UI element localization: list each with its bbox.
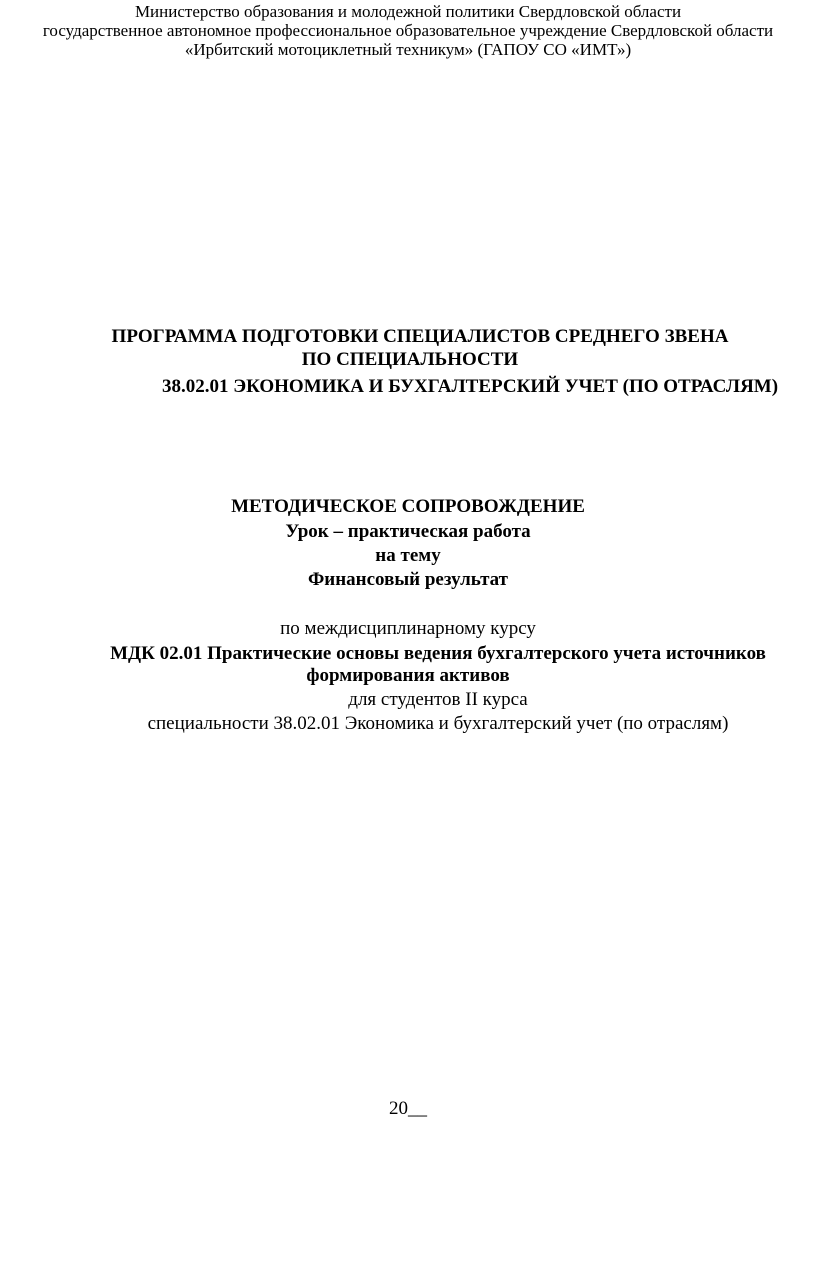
on-topic-label: на тему (375, 545, 441, 566)
year-field: 20__ (389, 1098, 427, 1119)
header-institution-type: государственное автономное профессиональное образовательное учреждение Свердловской области (42, 21, 774, 40)
specialty-line: специальности 38.02.01 Экономика и бухгалтерский учет (по отраслям) (147, 713, 729, 734)
course-intro: по междисциплинарному курсу (280, 618, 536, 639)
header-institution-name: «Ирбитский мотоциклетный техникум» (ГАПОУ СО «ИМТ») (184, 40, 632, 59)
program-title: ПРОГРАММА ПОДГОТОВКИ СПЕЦИАЛИСТОВ СРЕДНЕГО ЗВЕНА (111, 326, 729, 347)
lesson-type: Урок – практическая работа (285, 521, 531, 542)
header-ministry: Министерство образования и молодежной политики Свердловской области (134, 2, 682, 21)
program-specialty: 38.02.01 ЭКОНОМИКА И БУХГАЛТЕРСКИЙ УЧЕТ (ПО ОТРАСЛЯМ) (161, 376, 779, 397)
lesson-topic: Финансовый результат (307, 569, 509, 590)
methodical-title: МЕТОДИЧЕСКОЕ СОПРОВОЖДЕНИЕ (231, 496, 585, 517)
course-name-line2: формирования активов (306, 665, 510, 686)
course-name-line1: МДК 02.01 Практические основы ведения бухгалтерского учета источников (110, 643, 766, 664)
program-subtitle: ПО СПЕЦИАЛЬНОСТИ (301, 349, 519, 370)
students-course: для студентов II курса (348, 689, 528, 710)
